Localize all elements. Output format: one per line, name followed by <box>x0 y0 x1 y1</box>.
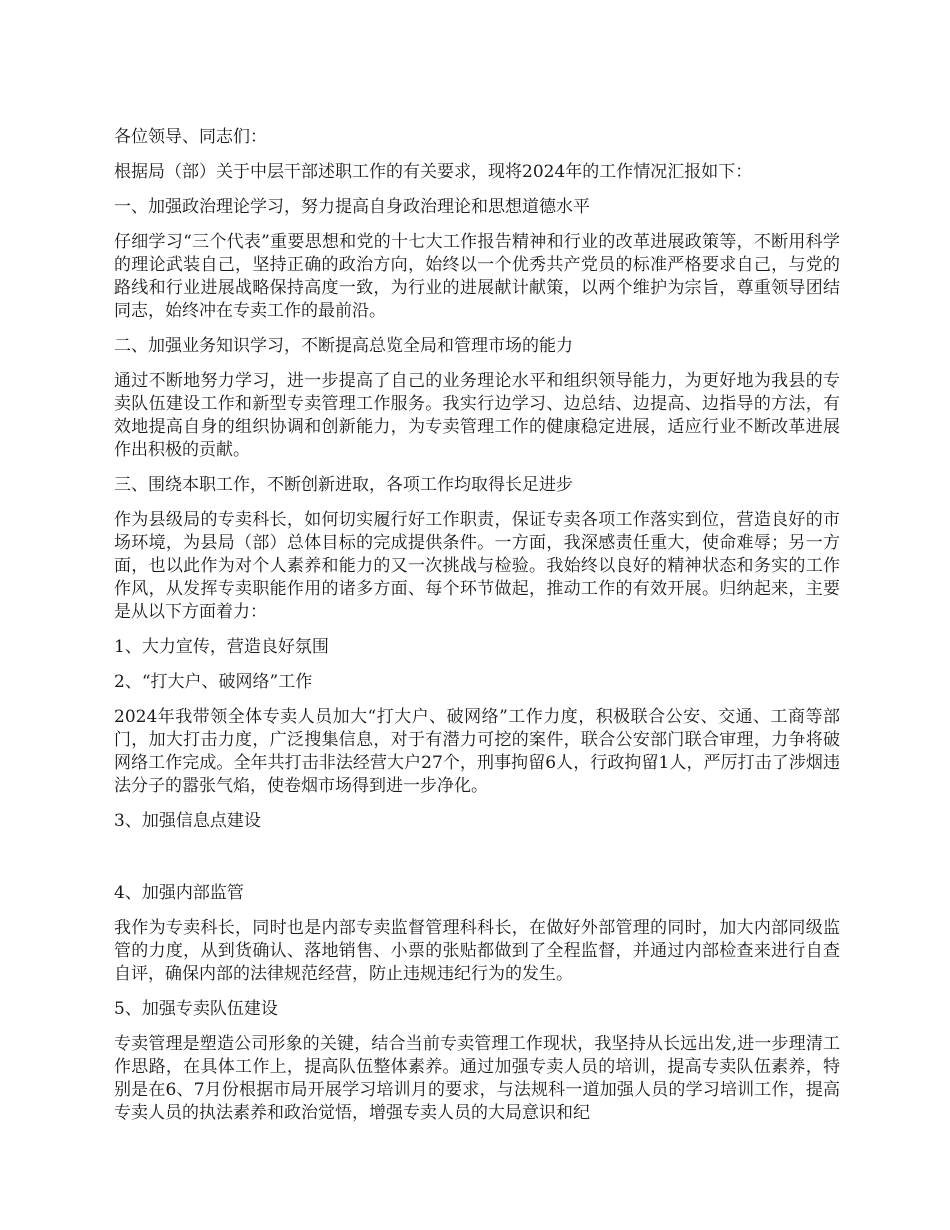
item-heading-4: 4、加强内部监管 <box>114 883 244 903</box>
item-paragraph-4: 我作为专卖科长，同时也是内部专卖监督管理科科长，在做好外部管理的同时，加大内部同级监管的力度，从到货确认、落地销售、小票的张贴都做到了全程监督，并通过内部检查来进行自查自评，确保内部的法律规范经营，防止违规违纪行为的发生。 <box>114 918 840 984</box>
item-paragraph-2: 2024年我带领全体专卖人员加大“打大户、破网络”工作力度，积极联合公安、交通、工商等部门，加大打击力度，广泛搜集信息，对于有潜力可挖的案件，联合公安部门联合审理，力争将破网络工作完成。全年共打击非法经营大户27个，刑事拘留6人，行政拘留1人，严厉打击了涉烟违法分子的嚣张气焰，使卷烟市场得到进一步净化。 <box>114 707 840 796</box>
salutation: 各位领导、同志们： <box>114 127 267 147</box>
item-paragraph-5: 专卖管理是塑造公司形象的关键，结合当前专卖管理工作现状，我坚持从长远出发,进一步理清工作思路，在具体工作上，提高队伍整体素养。通过加强专卖人员的培训，提高专卖队伍素养，特别是在6、7月份根据市局开展学习培训月的要求，与法规科一道加强人员的学习培训工作，提高专卖人员的执法素养和政治觉悟，增强专卖人员的大局意识和纪 <box>114 1034 840 1123</box>
section-paragraph-1: 仔细学习“三个代表”重要思想和党的十七大工作报告精神和行业的改革进展政策等，不断用科学的理论武装自己，坚持正确的政治方向，始终以一个优秀共产党员的标准严格要求自己，与党的路线和行业进展战略保持高度一致，为行业的进展献计献策，以两个维护为宗旨，尊重领导团结同志，始终冲在专卖工作的最前沿。 <box>114 232 840 321</box>
section-heading-3: 三、围绕本职工作，不断创新进取，各项工作均取得长足进步 <box>114 475 573 495</box>
intro-paragraph: 根据局（部）关于中层干部述职工作的有关要求，现将2024年的工作情况汇报如下： <box>114 162 753 182</box>
section-heading-2: 二、加强业务知识学习，不断提高总览全局和管理市场的能力 <box>114 336 573 356</box>
item-heading-3: 3、加强信息点建设 <box>114 811 261 831</box>
item-heading-1: 1、大力宣传，营造良好氛围 <box>114 637 329 657</box>
section-paragraph-2: 通过不断地努力学习，进一步提高了自己的业务理论水平和组织领导能力，为更好地为我县的专卖队伍建设工作和新型专卖管理工作服务。我实行边学习、边总结、边提高、边指导的方法，有效地提高自身的组织协调和创新能力，为专卖管理工作的健康稳定进展，适应行业不断改革进展作出积极的贡献。 <box>114 371 840 460</box>
item-heading-5: 5、加强专卖队伍建设 <box>114 999 278 1019</box>
blank-spacer <box>114 845 840 882</box>
document-body <box>114 126 840 1137</box>
section-heading-1: 一、加强政治理论学习，努力提高自身政治理论和思想道德水平 <box>114 197 590 217</box>
item-heading-2: 2、“打大户、破网络”工作 <box>114 672 313 692</box>
section-paragraph-3: 作为县级局的专卖科长，如何切实履行好工作职责，保证专卖各项工作落实到位，营造良好的市场环境，为县局（部）总体目标的完成提供条件。一方面，我深感责任重大，使命难辱；另一方面，也以此作为对个人素养和能力的又一次挑战与检验。我始终以良好的精神状态和务实的工作作风，从发挥专卖职能作用的诸多方面、每个环节做起，推动工作的有效开展。归纳起来，主要是从以下方面着力： <box>114 510 840 622</box>
